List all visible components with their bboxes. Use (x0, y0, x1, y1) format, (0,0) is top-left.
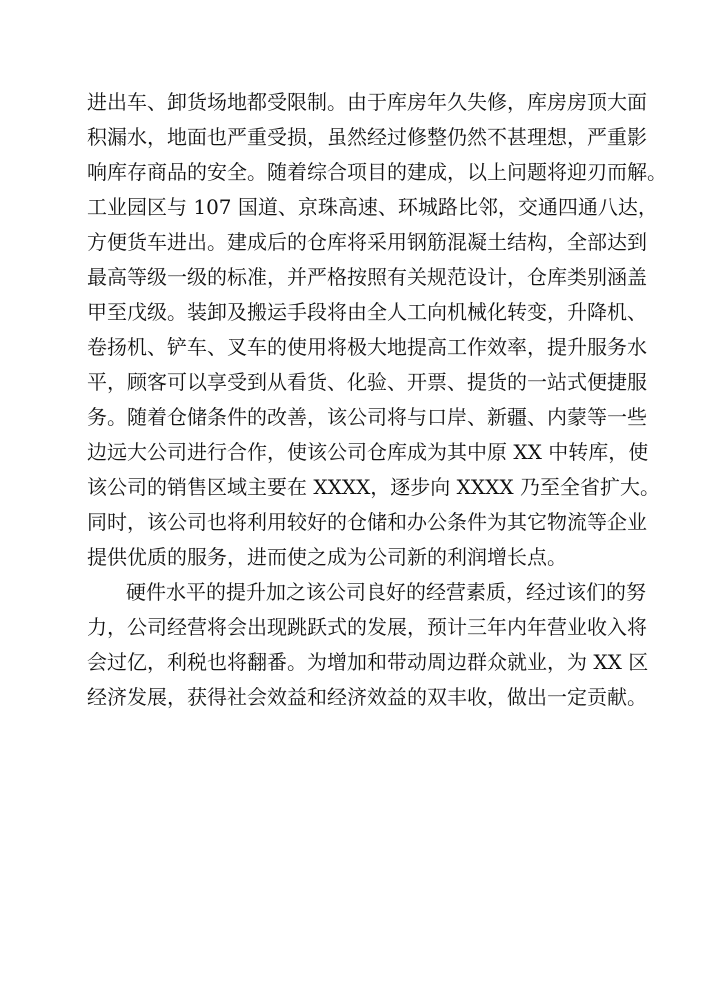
text-line: 边远大公司进行合作，使该公司仓库成为其中原 XX 中转库，使 (87, 440, 649, 464)
text-line: 甲至戊级。装卸及搬运手段将由全人工向机械化转变，升降机、 (87, 300, 647, 324)
text-line: 积漏水，地面也严重受损，虽然经过修整仍然不甚理想，严重影 (87, 125, 647, 149)
paragraph-first-line: 硬件水平的提升加之该公司良好的经营素质，经过该们的努 (126, 580, 646, 604)
text-line: 同时，该公司也将利用较好的仓储和办公条件为其它物流等企业 (87, 510, 647, 534)
text-line: 最高等级一级的标准，并严格按照有关规范设计，仓库类别涵盖 (87, 265, 647, 289)
text-line: 务。随着仓储条件的改善，该公司将与口岸、新疆、内蒙等一些 (87, 405, 647, 429)
text-line: 会过亿，利税也将翻番。为增加和带动周边群众就业，为 XX 区 (87, 650, 649, 674)
text-line: 力，公司经营将会出现跳跃式的发展，预计三年内年营业收入将 (87, 615, 647, 639)
text-line: 卷扬机、铲车、叉车的使用将极大地提高工作效率，提升服务水 (87, 335, 647, 359)
text-line: 提供优质的服务，进而使之成为公司新的利润增长点。 (87, 545, 567, 569)
text-line: 响库存商品的安全。随着综合项目的建成，以上问题将迎刃而解。 (87, 160, 667, 184)
text-line: 该公司的销售区域主要在 XXXX，逐步向 XXXX 乃至全省扩大。 (87, 475, 660, 499)
text-line: 进出车、卸货场地都受限制。由于库房年久失修，库房房顶大面 (87, 90, 647, 114)
document-body (87, 85, 667, 715)
text-line: 工业园区与 107 国道、京珠高速、环城路比邻，交通四通八达， (87, 195, 658, 219)
text-line: 经济发展，获得社会效益和经济效益的双丰收，做出一定贡献。 (87, 685, 647, 709)
text-line: 方便货车进出。建成后的仓库将采用钢筋混凝土结构，全部达到 (87, 230, 647, 254)
text-line: 平，顾客可以享受到从看货、化验、开票、提货的一站式便捷服 (87, 370, 647, 394)
